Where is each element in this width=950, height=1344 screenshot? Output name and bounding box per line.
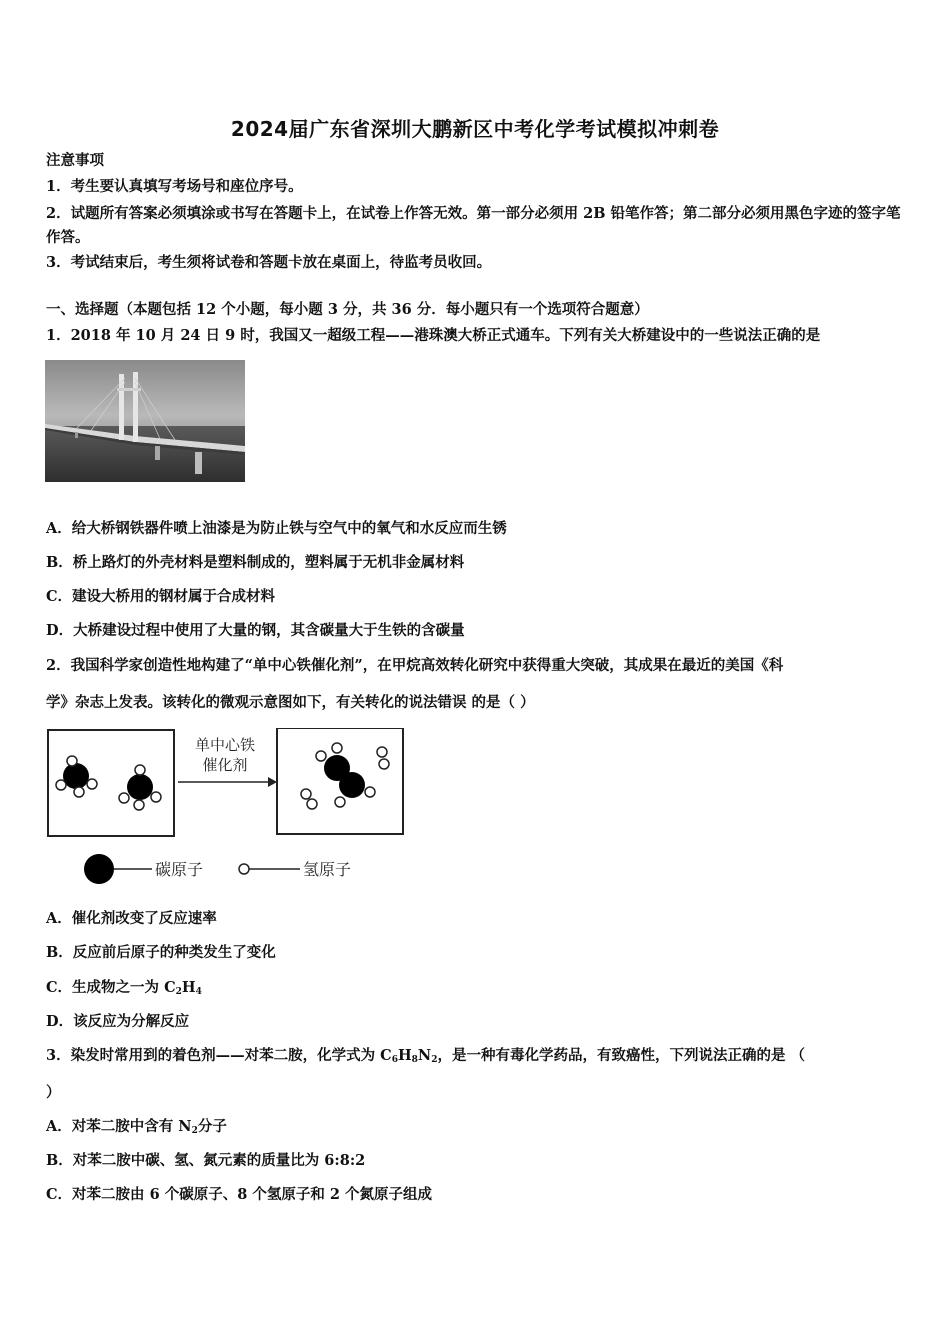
q1-option-d: D．大桥建设过程中使用了大量的钢，其含碳量大于生铁的含碳量 [46, 622, 465, 639]
arrow-label-line-1: 单中心铁 [194, 736, 256, 754]
reaction-diagram [44, 728, 414, 893]
legend-hydrogen-symbol [239, 864, 249, 874]
q3-option-c: C．对苯二胺由 6 个碳原子、8 个氢原子和 2 个氮原子组成 [46, 1186, 433, 1203]
methane-molecule-1 [56, 756, 97, 797]
q2-option-b: B．反应前后原子的种类发生了变化 [46, 944, 276, 961]
q2-option-a: A．催化剂改变了反应速率 [46, 910, 217, 927]
page-title: 2024届广东省深圳大鹏新区中考化学考试模拟冲刺卷 [230, 117, 720, 141]
legend-carbon-symbol [84, 854, 114, 884]
methane-molecule-2 [119, 765, 161, 810]
legend-hydrogen-label: 氢原子 [303, 860, 352, 879]
ethylene-molecule [316, 743, 375, 807]
q2-option-d: D．该反应为分解反应 [46, 1013, 190, 1030]
legend-carbon-label: 碳原子 [155, 860, 204, 879]
q3-option-b: B．对苯二胺中碳、氢、氮元素的质量比为 6:8:2 [46, 1152, 366, 1169]
q1-option-a: A．给大桥钢铁器件喷上油漆是为防止铁与空气中的氧气和水反应而生锈 [46, 520, 507, 537]
notice-item-3: 3．考试结束后，考生须将试卷和答题卡放在桌面上，待监考员收回。 [46, 254, 492, 271]
q2-stem-line-2: 学》杂志上发表。该转化的微观示意图如下，有关转化的说法错误 的是（ ） [46, 694, 535, 711]
notice-item-1: 1．考生要认真填写考场号和座位序号。 [46, 178, 303, 195]
hydrogen-molecule-1 [377, 747, 389, 769]
bridge-photo [45, 360, 245, 482]
q3-option-a: A．对苯二胺中含有 $N_2$分子 [46, 1118, 227, 1136]
q2-stem-line-1: 2．我国科学家创造性地构建了“单中心铁催化剂”，在甲烷高效转化研究中获得重大突破，其成果在最近的美国《科 [46, 657, 784, 674]
q3-stem-line-2: ） [46, 1084, 61, 1101]
arrow-label-line-2: 催化剂 [202, 756, 248, 774]
section-heading: 一、选择题（本题包括 12 个小题，每小题 3 分，共 36 分．每小题只有一个选项符合题意） [46, 301, 649, 318]
q1-option-c: C．建设大桥用的钢材属于合成材料 [46, 588, 276, 605]
q1-stem: 1．2018 年 10 月 24 日 9 时，我国又一超级工程——港珠澳大桥正式通车。下列有关大桥建设中的一些说法正确的是 [46, 327, 821, 344]
q3-stem-line-1: 3．染发时常用到的着色剂——对苯二胺，化学式为 $C_6H_8N_2$，是一种有毒化学药品，有致癌性，下列说法正确的是 （ [46, 1047, 805, 1065]
hydrogen-molecule-2 [301, 789, 317, 809]
q2-option-c: C．生成物之一为 $C_2H_4$ [46, 979, 202, 997]
notice-heading: 注意事项 [46, 152, 104, 169]
notice-item-2: 2．试题所有答案必须填涂或书写在答题卡上，在试卷上作答无效。第一部分必须用 2B 铅笔作答；第二部分必须用黑色字迹的签字笔作答。 [46, 205, 901, 246]
q1-option-b: B．桥上路灯的外壳材料是塑料制成的，塑料属于无机非金属材料 [46, 554, 465, 571]
